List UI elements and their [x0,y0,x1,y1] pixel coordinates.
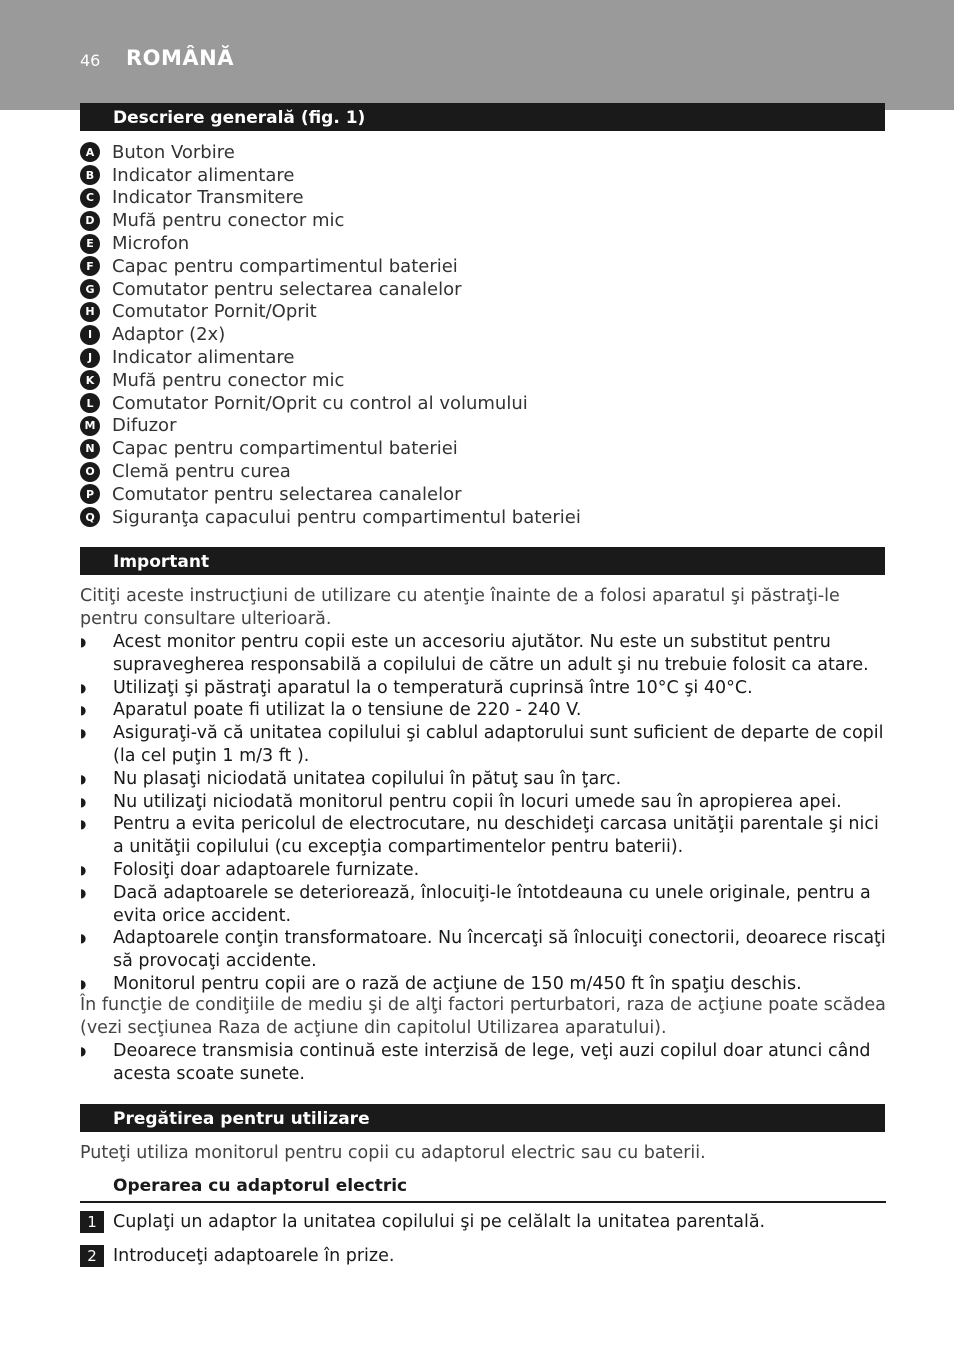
part-item [80,232,581,255]
part-label: Mufă pentru conector mic [112,369,345,391]
part-label: Capac pentru compartimentul bateriei [112,438,458,460]
part-letter-badge: E [80,234,100,254]
part-letter-badge: L [80,393,100,413]
part-letter-badge: C [80,188,100,208]
page-number: 46 [80,51,101,70]
step-number: 1 [80,1211,104,1233]
part-letter-badge: I [80,325,100,345]
part-letter-badge: M [80,416,100,436]
part-label: Adaptor (2x) [112,324,226,346]
bullet-icon: ◗ [80,635,87,649]
bullet-icon: ◗ [80,862,87,877]
part-item [80,415,581,438]
part-label: Capac pentru compartimentul bateriei [112,255,458,277]
bullet-item [80,859,888,882]
important-intro: Citiţi aceste instrucţiuni de utilizare cu atenţie înainte de a folosi aparatul şi păstraţi-le pentru consultare ulterioară. [80,586,840,629]
part-item [80,369,581,392]
bullet-icon: ◗ [80,794,87,809]
part-label: Microfon [112,233,190,255]
bullet-icon: ◗ [80,703,87,718]
bullet-text: Dacă adaptoarele se deteriorează, înlocuiţi-le întotdeauna cu unele originale, pentru a evita orice accident. [113,882,871,926]
step-2 [80,1245,394,1267]
part-label: Indicator Transmitere [112,187,304,209]
part-label: Comutator pentru selectarea canalelor [112,483,462,505]
bullet-text: Adaptoarele conţin transformatoare. Nu încercaţi să înlocuiţi conectorii, deoarece riscaţi să provocaţi accidente. [113,928,886,972]
section-bar-general [80,103,885,131]
bullet-icon: ◗ [80,1044,87,1058]
bullet-text: Pentru a evita pericolul de electrocutare, nu deschideţi carcasa unităţii parentale şi nici a unităţii copilului (cu excepţia compartimentelor pentru baterii). [113,814,879,858]
bullet-icon: ◗ [80,976,87,991]
part-item [80,460,581,483]
part-label: Clemă pentru curea [112,461,291,483]
part-item [80,255,581,278]
bullet-text: Aparatul poate fi utilizat la o tensiune de 220 - 240 V. [113,700,582,721]
bullet-text: Acest monitor pentru copii este un accesoriu ajutător. Nu este un substitut pentru supravegherea responsabilă a copilului de către un adult şi nu trebuie folosit ca atare. [113,632,869,675]
part-letter-badge: N [80,439,100,459]
part-letter-badge: Q [80,507,100,527]
adapter-subheading [80,1175,886,1203]
bullet-item [80,722,888,768]
bullet-item [80,699,888,722]
parts-list [80,141,581,529]
prep-intro: Puteţi utiliza monitorul pentru copii cu adaptorul electric sau cu baterii. [80,1143,706,1163]
section-bar-prep [80,1104,885,1132]
bullet-item [80,791,888,814]
bullet-icon: ◗ [80,726,87,741]
bullet-text: Folosiţi doar adaptoarele furnizate. [113,859,420,880]
bullet-icon: ◗ [80,817,87,832]
part-item [80,141,581,164]
part-letter-badge: G [80,279,100,299]
bullet-item [80,973,888,996]
bullet-text: Nu utilizaţi niciodată monitorul pentru copii în locuri umede sau în apropierea apei. [113,791,842,812]
part-item [80,278,581,301]
part-label: Indicator alimentare [112,164,295,186]
part-letter-badge: P [80,484,100,504]
section-title-general: Descriere generală (fig. 1) [113,108,366,128]
bullet-text: Nu plasaţi niciodată unitatea copilului în pătuţ sau în ţarc. [113,768,622,789]
part-letter-badge: K [80,370,100,390]
section-title-prep: Pregătirea pentru utilizare [113,1109,370,1129]
part-letter-badge: J [80,348,100,368]
step-number: 2 [80,1245,104,1267]
bullet-icon: ◗ [80,771,87,786]
page-header [0,0,954,110]
part-item [80,301,581,324]
part-label: Buton Vorbire [112,141,235,163]
bullet-text: Utilizaţi şi păstraţi aparatul la o temperatură cuprinsă între 10°C şi 40°C. [113,677,753,698]
bullet-item [80,1040,888,1086]
part-item [80,346,581,369]
part-label: Comutator pentru selectarea canalelor [112,278,462,300]
step-text: Introduceţi adaptoarele în prize. [113,1246,395,1266]
part-item [80,323,581,346]
bullet-item [80,631,888,677]
part-label: Difuzor [112,415,177,437]
part-letter-badge: H [80,302,100,322]
part-letter-badge: F [80,256,100,276]
part-item [80,506,581,529]
part-item [80,437,581,460]
part-label: Mufă pentru conector mic [112,210,345,232]
part-label: Indicator alimentare [112,347,295,369]
bullet-icon: ◗ [80,680,87,695]
warnings-list [80,631,888,996]
bullet-text: Deoarece transmisia continuă este interzisă de lege, veţi auzi copilul doar atunci când acesta scoate sunete. [113,1041,871,1084]
part-item [80,164,581,187]
part-item [80,392,581,415]
bullet-icon: ◗ [80,885,87,900]
step-1 [80,1211,765,1233]
range-note: În funcţie de condiţiile de mediu şi de alţi factori perturbatori, raza de acţiune poate scădea (vezi secţiunea Raza de acţiune din capitolul Utilizarea aparatului). [80,995,886,1038]
adapter-heading-text: Operarea cu adaptorul electric [113,1176,408,1196]
part-item [80,209,581,232]
bullet-item [80,768,888,791]
section-bar-important [80,547,885,575]
part-item [80,187,581,210]
bullet-item [80,882,888,928]
part-label: Comutator Pornit/Oprit cu control al volumului [112,392,528,414]
part-item [80,483,581,506]
part-label: Comutator Pornit/Oprit [112,301,317,323]
bullet-item [80,813,888,859]
bullet-text: Asiguraţi-vă că unitatea copilului şi cablul adaptorului sunt suficient de departe de copil (la cel puţin 1 m/3 ft ). [113,723,884,766]
bullet-item [80,677,888,700]
step-text: Cuplaţi un adaptor la unitatea copilului şi pe celălalt la unitatea parentală. [113,1212,766,1232]
part-letter-badge: O [80,462,100,482]
bullet-icon: ◗ [80,931,87,946]
part-letter-badge: B [80,165,100,185]
bullet-item [80,927,888,973]
bullet-text: Monitorul pentru copii are o rază de acţiune de 150 m/450 ft în spaţiu deschis. [113,973,802,994]
section-title-important: Important [113,552,210,572]
transmission-list [80,1040,888,1086]
part-letter-badge: D [80,211,100,231]
part-letter-badge: A [80,142,100,162]
language-title: ROMÂNĂ [126,46,234,70]
part-label: Siguranţa capacului pentru compartimentul bateriei [112,506,581,528]
